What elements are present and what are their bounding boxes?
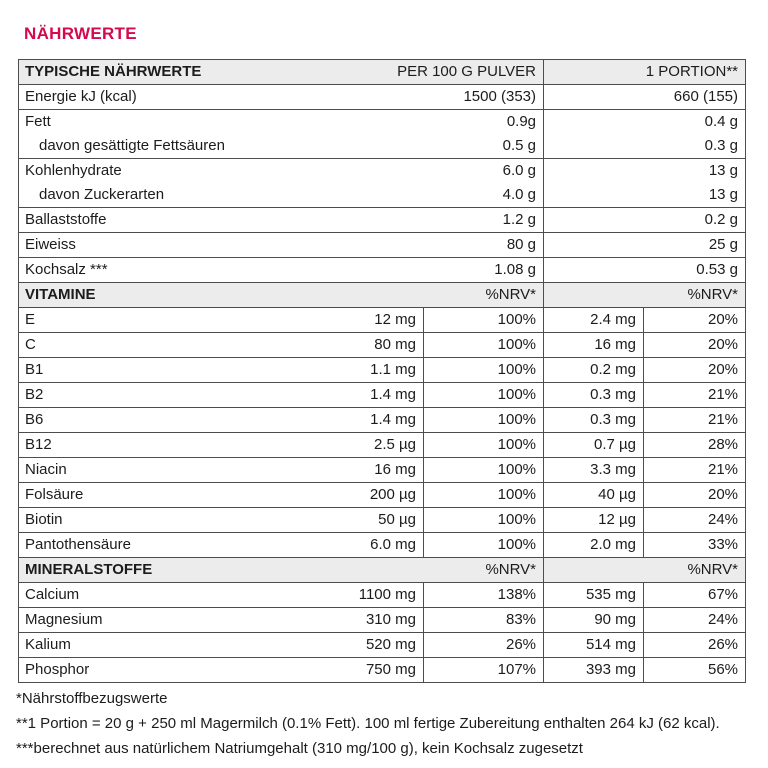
row-portion-value: 0.4 g xyxy=(704,113,739,130)
row-per100-value: 80 g xyxy=(506,236,537,253)
row-label: Fett xyxy=(25,113,51,130)
footnote: ***berechnet aus natürlichem Natriumgehalt (310 mg/100 g), kein Kochsalz zugesetzt xyxy=(16,740,583,757)
table-row xyxy=(19,134,746,159)
row-amount-portion: 0.3 mg xyxy=(544,383,644,408)
per100-column-header: PER 100 G PULVER xyxy=(397,63,537,80)
row-portion-value: 25 g xyxy=(544,233,746,258)
row-per100-value: 0.9g xyxy=(506,113,537,130)
row-nrv-portion: 56% xyxy=(644,658,746,683)
table-row xyxy=(19,633,746,658)
table-row xyxy=(19,233,746,258)
row-per100-value: 1500 (353) xyxy=(463,88,537,105)
row-per100-value: 0.5 g xyxy=(502,137,537,154)
row-label: E xyxy=(25,311,36,328)
table-row xyxy=(19,358,746,383)
table-row xyxy=(19,433,746,458)
row-nrv-portion: 26% xyxy=(644,633,746,658)
row-nrv-portion: 21% xyxy=(644,408,746,433)
row-amount-portion: 393 mg xyxy=(544,658,644,683)
row-label: Calcium xyxy=(25,586,80,603)
row-label: Niacin xyxy=(25,461,67,478)
row-nrv-per100: 83% xyxy=(424,608,544,633)
row-per100-value: 1.08 g xyxy=(494,261,537,278)
row-portion-value: 0.2 g xyxy=(544,208,746,233)
row-nrv-per100: 107% xyxy=(424,658,544,683)
footnote: *Nährstoffbezugswerte xyxy=(16,690,168,707)
row-portion-value: 0.3 g xyxy=(544,134,746,159)
table-row xyxy=(19,258,746,283)
row-nrv-portion: 20% xyxy=(644,358,746,383)
row-amount-portion: 0.2 mg xyxy=(544,358,644,383)
nutrition-table xyxy=(18,59,746,683)
table-title: TYPISCHE NÄHRWERTE xyxy=(25,63,202,80)
row-nrv-portion: 21% xyxy=(644,383,746,408)
row-nrv-per100: 100% xyxy=(424,458,544,483)
row-portion-value: 660 (155) xyxy=(544,85,746,110)
row-amount-per100: 16 mg xyxy=(374,461,416,478)
row-portion-value: 13 g xyxy=(544,183,746,208)
row-nrv-portion: 20% xyxy=(644,483,746,508)
row-nrv-per100: 100% xyxy=(424,433,544,458)
row-nrv-per100: 100% xyxy=(424,308,544,333)
row-amount-per100: 1.4 mg xyxy=(370,386,416,403)
row-amount-per100: 310 mg xyxy=(365,611,416,628)
row-amount-per100: 80 mg xyxy=(374,336,416,353)
row-amount-portion: 535 mg xyxy=(544,583,644,608)
table-row xyxy=(19,208,746,233)
row-nrv-per100: 100% xyxy=(424,333,544,358)
row-amount-portion: 2.0 mg xyxy=(544,533,644,558)
row-nrv-portion: 21% xyxy=(644,458,746,483)
table-row xyxy=(19,583,746,608)
section-header-row xyxy=(19,283,746,308)
table-row xyxy=(19,408,746,433)
table-row xyxy=(19,159,746,184)
row-amount-per100: 200 µg xyxy=(369,486,416,503)
row-per100-value: 6.0 g xyxy=(502,162,537,179)
nrv-header: %NRV* xyxy=(485,561,537,578)
row-nrv-portion: 20% xyxy=(644,333,746,358)
row-amount-portion: 16 mg xyxy=(544,333,644,358)
row-amount-per100: 520 mg xyxy=(365,636,416,653)
nrv-header: %NRV* xyxy=(544,283,746,308)
table-row xyxy=(19,85,746,110)
row-amount-portion: 3.3 mg xyxy=(544,458,644,483)
page-title: NÄHRWERTE xyxy=(24,24,137,43)
row-label: davon Zuckerarten xyxy=(39,186,165,203)
row-nrv-per100: 138% xyxy=(424,583,544,608)
row-nrv-per100: 100% xyxy=(424,358,544,383)
table-header-row xyxy=(19,60,746,85)
row-nrv-portion: 24% xyxy=(644,608,746,633)
row-amount-portion: 2.4 mg xyxy=(544,308,644,333)
row-label: C xyxy=(25,336,36,353)
row-label: Phosphor xyxy=(25,661,90,678)
row-portion-value: 13 g xyxy=(708,162,739,179)
row-nrv-per100: 100% xyxy=(424,483,544,508)
table-row xyxy=(19,333,746,358)
footnotes xyxy=(16,690,768,758)
row-amount-per100: 1.1 mg xyxy=(370,361,416,378)
row-label: B2 xyxy=(25,386,44,403)
row-label: Magnesium xyxy=(25,611,103,628)
row-label: Kohlenhydrate xyxy=(25,162,122,179)
table-row xyxy=(19,458,746,483)
nrv-header: %NRV* xyxy=(485,286,537,303)
table-row xyxy=(19,383,746,408)
row-label: Kalium xyxy=(25,636,71,653)
nrv-header: %NRV* xyxy=(544,558,746,583)
row-amount-per100: 6.0 mg xyxy=(370,536,416,553)
row-amount-portion: 12 µg xyxy=(544,508,644,533)
table-row xyxy=(19,183,746,208)
row-label: Eiweiss xyxy=(25,236,76,253)
table-row xyxy=(19,608,746,633)
row-nrv-per100: 26% xyxy=(424,633,544,658)
row-portion-value: 0.53 g xyxy=(544,258,746,283)
header-left-cell xyxy=(19,60,544,85)
footnote: **1 Portion = 20 g + 250 ml Magermilch (0.1% Fett). 100 ml fertige Zubereitung enthalten 264 kJ (62 kcal). xyxy=(16,715,720,732)
row-amount-per100: 2.5 µg xyxy=(373,436,416,453)
row-label: Folsäure xyxy=(25,486,84,503)
row-label: B12 xyxy=(25,436,52,453)
row-nrv-portion: 24% xyxy=(644,508,746,533)
row-amount-per100: 1.4 mg xyxy=(370,411,416,428)
table-row xyxy=(19,658,746,683)
row-amount-per100: 1100 mg xyxy=(358,586,416,603)
row-nrv-portion: 67% xyxy=(644,583,746,608)
row-nrv-per100: 100% xyxy=(424,383,544,408)
section-title: MINERALSTOFFE xyxy=(25,561,153,578)
table-row xyxy=(19,508,746,533)
row-label: Energie kJ (kcal) xyxy=(25,88,137,105)
row-nrv-per100: 100% xyxy=(424,408,544,433)
row-nrv-per100: 100% xyxy=(424,508,544,533)
row-label: B1 xyxy=(25,361,44,378)
row-label: Pantothensäure xyxy=(25,536,131,553)
table-row xyxy=(19,483,746,508)
row-label: B6 xyxy=(25,411,44,428)
row-amount-portion: 90 mg xyxy=(544,608,644,633)
row-amount-portion: 0.3 mg xyxy=(544,408,644,433)
row-nrv-portion: 28% xyxy=(644,433,746,458)
row-label: davon gesättigte Fettsäuren xyxy=(39,137,225,154)
portion-column-header: 1 PORTION** xyxy=(544,60,746,85)
row-nrv-portion: 33% xyxy=(644,533,746,558)
row-amount-per100: 12 mg xyxy=(374,311,416,328)
table-row xyxy=(19,533,746,558)
row-amount-portion: 514 mg xyxy=(544,633,644,658)
row-label: Kochsalz *** xyxy=(25,261,108,278)
row-label: Ballaststoffe xyxy=(25,211,107,228)
row-label: Biotin xyxy=(25,511,63,528)
row-nrv-per100: 100% xyxy=(424,533,544,558)
table-row xyxy=(19,308,746,333)
row-amount-portion: 0.7 µg xyxy=(544,433,644,458)
row-per100-value: 1.2 g xyxy=(502,211,537,228)
section-title: VITAMINE xyxy=(25,286,96,303)
row-per100-value: 4.0 g xyxy=(502,186,537,203)
table-row xyxy=(19,110,746,135)
row-nrv-portion: 20% xyxy=(644,308,746,333)
section-header-row xyxy=(19,558,746,583)
row-amount-portion: 40 µg xyxy=(544,483,644,508)
row-amount-per100: 50 µg xyxy=(378,511,416,528)
row-amount-per100: 750 mg xyxy=(365,661,416,678)
